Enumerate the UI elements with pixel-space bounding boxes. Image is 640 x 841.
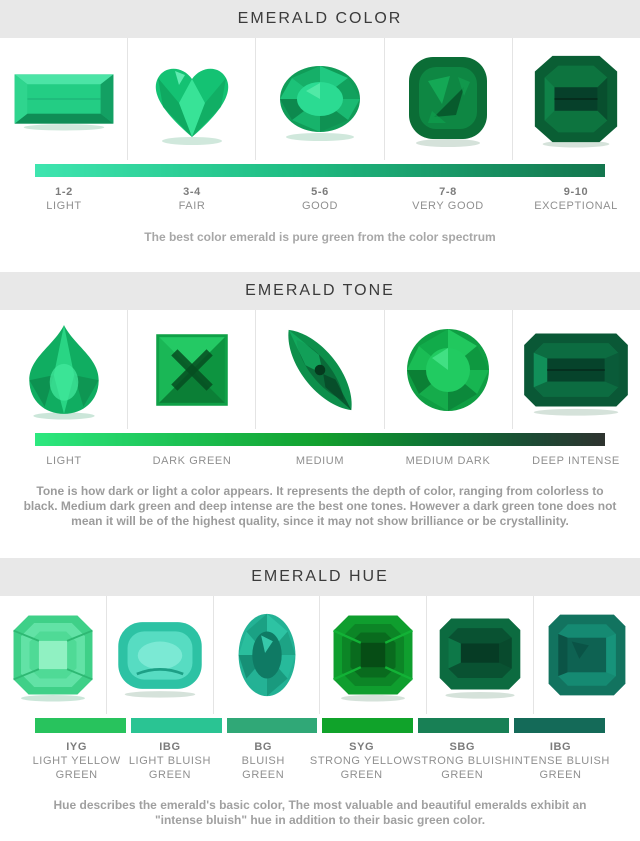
hue-label: SBG STRONG BLUISH GREEN — [413, 741, 512, 781]
gem-cell — [0, 596, 107, 714]
emerald-cut-gem-icon — [518, 322, 634, 418]
hue-swatch-ibg-intense — [514, 718, 605, 733]
grade-label: 9-10 EXCEPTIONAL — [534, 186, 618, 212]
hue-label: IBG LIGHT BLUISH GREEN — [128, 741, 212, 781]
gem-cell — [385, 38, 513, 160]
tone-label: LIGHT — [46, 455, 82, 467]
princess-cut-gem-icon — [143, 321, 241, 419]
section-title-hue: EMERALD HUE — [0, 558, 640, 596]
heart-cut-gem-icon — [142, 49, 242, 149]
gem-row-tone — [0, 310, 640, 429]
asscher-cut-gem-icon — [326, 606, 420, 704]
grade-label: 5-6 GOOD — [301, 186, 338, 212]
gem-cell — [320, 596, 427, 714]
section-emerald-tone — [0, 272, 640, 558]
hue-label: SYG STRONG YELLOW GREEN — [309, 741, 414, 781]
gem-cell — [107, 596, 214, 714]
hue-labels — [30, 740, 610, 782]
tone-label: MEDIUM — [295, 455, 345, 467]
color-grade-labels — [0, 185, 640, 213]
gem-cell — [128, 38, 256, 160]
gem-cell — [534, 596, 640, 714]
grade-label: 1-2 LIGHT — [46, 186, 82, 212]
gem-row-color — [0, 38, 640, 160]
tone-caption: Tone is how dark or light a color appears. It represents the depth of color, ranging from colorless to black. Medium dark green and deep intense are the best one tones. However a dark green tone does not mean it will be of the highest quality, since it may not show brilliance or be crystallinity. — [23, 484, 617, 528]
hue-label: BG BLUISH GREEN — [241, 741, 285, 781]
hue-label: IBG INTENSE BLUISH GREEN — [511, 741, 610, 781]
grade-label: 7-8 VERY GOOD — [412, 186, 484, 212]
gem-cell — [513, 38, 640, 160]
grade-label: 3-4 FAIR — [178, 186, 206, 212]
asscher-cut-gem-icon — [6, 606, 100, 704]
section-title-color: EMERALD COLOR — [0, 0, 640, 38]
gem-cell — [0, 310, 128, 429]
section-emerald-hue — [0, 558, 640, 840]
gem-cell — [256, 310, 384, 429]
gem-cell — [256, 38, 384, 160]
section-emerald-color — [0, 0, 640, 272]
tone-label: DEEP INTENSE — [532, 455, 620, 467]
baguette-cut-gem-icon — [8, 67, 120, 131]
hue-label: IYG LIGHT YELLOW GREEN — [32, 741, 121, 781]
hue-swatch-ibg-light — [131, 718, 222, 733]
cushion-cut-gem-icon — [109, 610, 211, 700]
oval-cut-gem-icon — [268, 49, 372, 149]
hue-caption: Hue describes the emerald's basic color, The most valuable and beautiful emeralds exhibit an "intense bluish" hue in addition to their basic green color. — [53, 798, 587, 827]
gem-cell — [427, 596, 534, 714]
gem-cell — [385, 310, 513, 429]
color-grade-gradient-bar — [35, 164, 605, 177]
gem-cell — [214, 596, 321, 714]
hue-swatch-syg — [322, 718, 413, 733]
pear-cut-gem-icon — [13, 319, 115, 421]
round-cut-gem-icon — [398, 320, 498, 420]
tone-labels — [0, 454, 640, 468]
gem-cell — [513, 310, 640, 429]
color-caption: The best color emerald is pure green from the color spectrum — [144, 230, 496, 244]
emerald-cut-gem-icon — [539, 604, 635, 706]
emerald-cut-gem-icon — [527, 48, 625, 150]
oval-cut-gem-icon — [218, 603, 316, 707]
emerald-cut-gem-icon — [431, 607, 529, 703]
gem-cell — [128, 310, 256, 429]
section-title-tone: EMERALD TONE — [0, 272, 640, 310]
hue-swatch-iyg — [35, 718, 126, 733]
tone-label: MEDIUM DARK — [405, 455, 491, 467]
gem-row-hue — [0, 596, 640, 714]
marquise-cut-gem-icon — [267, 317, 373, 423]
tone-gradient-bar — [35, 433, 605, 446]
tone-label: DARK GREEN — [152, 455, 232, 467]
hue-swatch-sbg — [418, 718, 509, 733]
hue-swatch-bar — [35, 718, 605, 733]
hue-swatch-bg — [227, 718, 318, 733]
cushion-cut-gem-icon — [398, 48, 498, 150]
gem-cell — [0, 38, 128, 160]
